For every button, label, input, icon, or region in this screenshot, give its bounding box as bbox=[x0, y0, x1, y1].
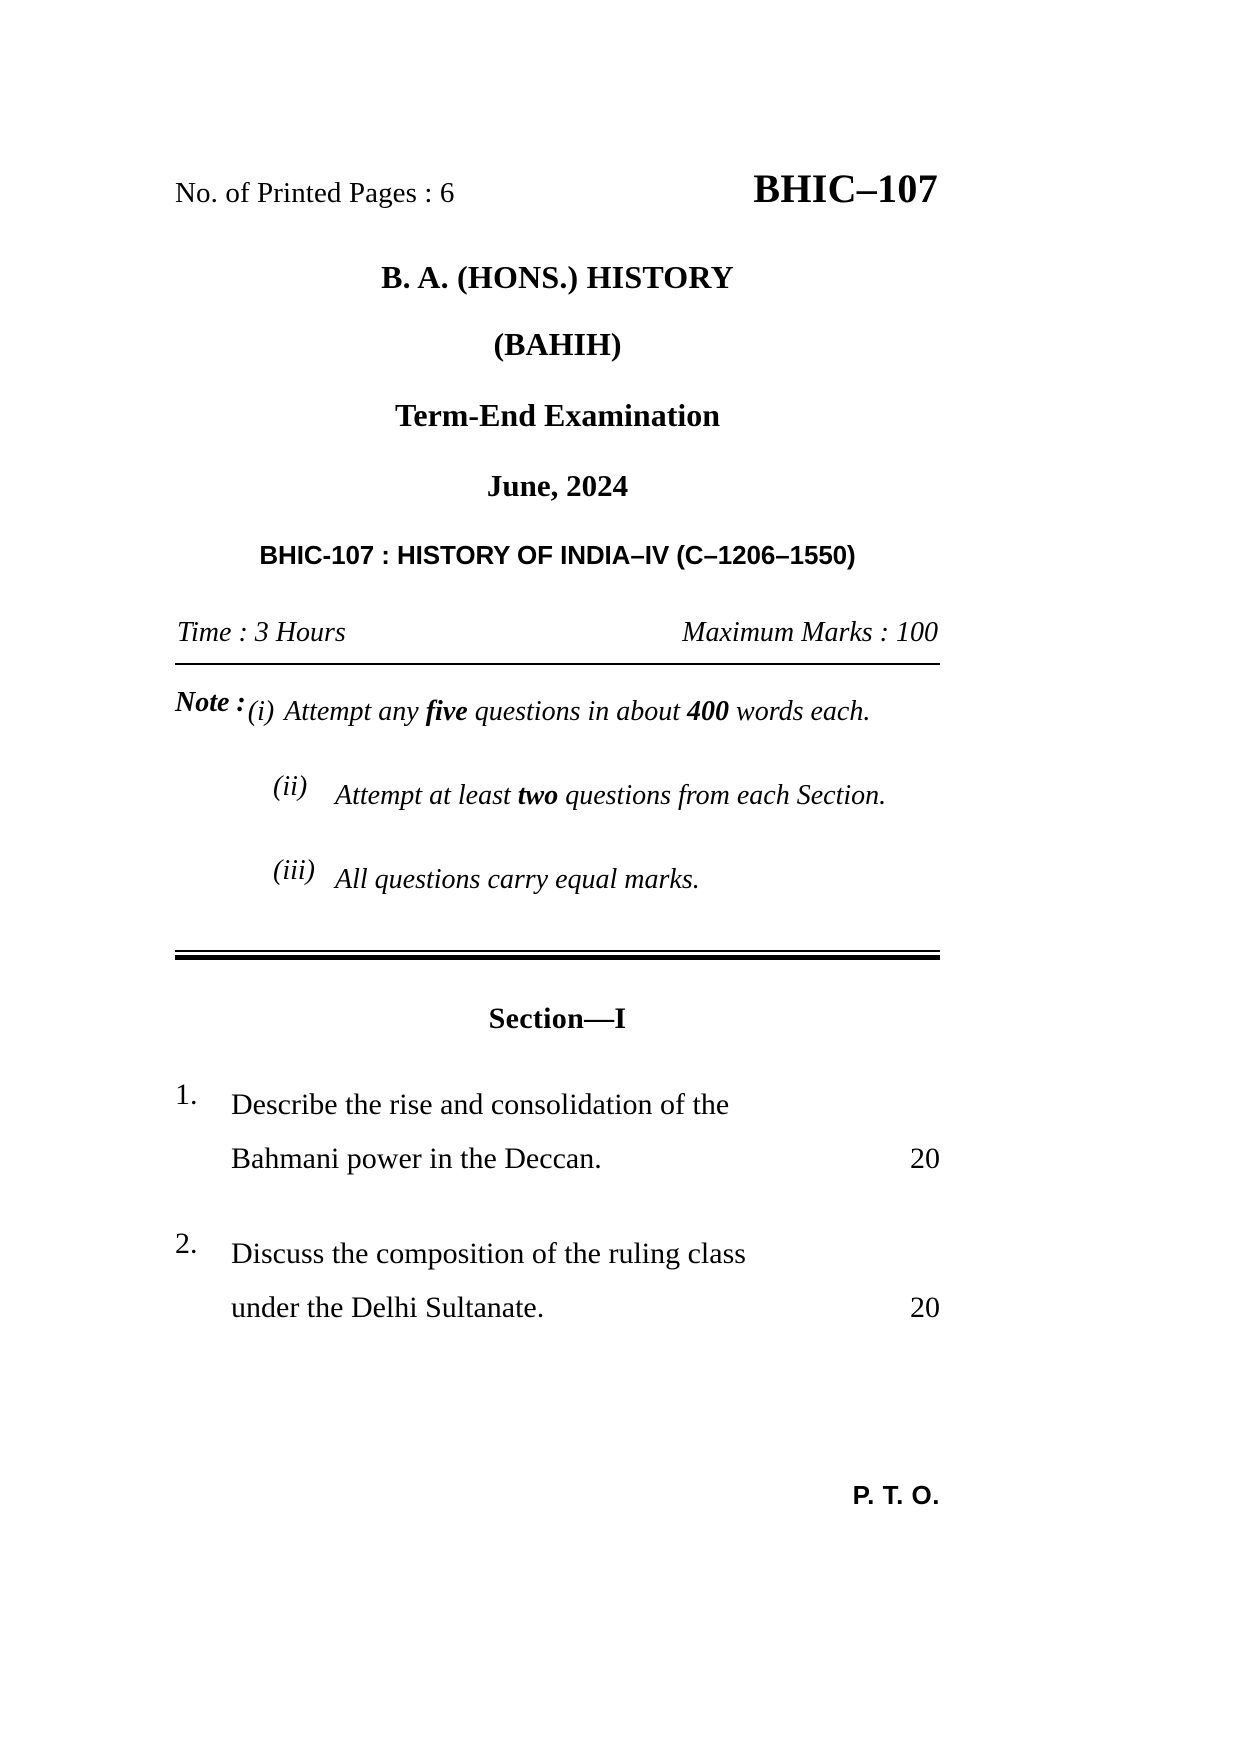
question-1-last-line bbox=[231, 1132, 940, 1185]
question-1-continuation: Bahmani power in the Deccan. bbox=[231, 1141, 602, 1175]
note-item-i-emphasis: five bbox=[425, 696, 468, 727]
question-1-text: Describe the rise and consolidation of the bbox=[231, 1088, 730, 1122]
question-2-body bbox=[231, 1227, 940, 1334]
question-1-body bbox=[231, 1078, 940, 1185]
note-item-i-pre: Attempt any bbox=[284, 696, 426, 727]
divider-rule-thick-line bbox=[175, 955, 940, 960]
question-2 bbox=[175, 1227, 940, 1334]
course-code: BHIC–107 bbox=[753, 166, 938, 211]
degree-title: B. A. (HONS.) HISTORY bbox=[381, 259, 734, 295]
divider-rule-thin-line bbox=[175, 950, 940, 952]
exam-info-row bbox=[175, 617, 940, 649]
note-item-i-number: (i) bbox=[247, 696, 275, 727]
note-item-i-text bbox=[248, 687, 940, 737]
note-item-ii-emphasis: two bbox=[517, 779, 559, 811]
note-item-i-post: words each. bbox=[729, 696, 871, 727]
exam-max-marks: Maximum Marks : 100 bbox=[682, 617, 938, 648]
note-item-ii-pre: Attempt at least bbox=[335, 779, 518, 811]
question-1-marks: 20 bbox=[910, 1141, 940, 1175]
programme-code: (BAHIH) bbox=[493, 326, 622, 362]
section-heading: Section—I bbox=[488, 1002, 627, 1036]
note-item-iii-text: All questions carry equal marks. bbox=[335, 863, 700, 895]
note-item-ii-number: (ii) bbox=[273, 770, 308, 802]
page-header bbox=[175, 165, 940, 211]
question-1 bbox=[175, 1078, 940, 1185]
page-content bbox=[175, 0, 940, 1334]
note-item-i-mid: questions in about bbox=[467, 696, 688, 727]
page-footer bbox=[175, 1480, 940, 1511]
exam-time: Time : 3 Hours bbox=[177, 617, 346, 648]
pto-label: P. T. O. bbox=[852, 1480, 940, 1510]
note-label: Note : bbox=[175, 687, 246, 718]
note-item-ii-mid: questions from each Section. bbox=[558, 779, 887, 811]
question-2-last-line bbox=[231, 1281, 940, 1334]
divider-rule-top bbox=[175, 663, 940, 665]
printed-pages-label: No. of Printed Pages : 6 bbox=[175, 177, 455, 209]
note-item-i-emphasis2: 400 bbox=[687, 696, 730, 727]
note-item-i-body bbox=[248, 687, 940, 737]
subject-title: BHIC-107 : HISTORY OF INDIA–IV (C–1206–1550) bbox=[259, 540, 856, 570]
question-1-number: 1. bbox=[175, 1078, 198, 1112]
question-2-text: Discuss the composition of the ruling class bbox=[231, 1237, 746, 1271]
question-2-continuation: under the Delhi Sultanate. bbox=[231, 1290, 545, 1324]
note-item-ii-text bbox=[335, 771, 940, 821]
note-item-iii-number: (iii) bbox=[273, 854, 315, 886]
note-item-ii bbox=[175, 771, 940, 821]
notes-block bbox=[175, 687, 940, 904]
divider-rule-double bbox=[175, 950, 940, 960]
note-item-iii bbox=[175, 855, 940, 905]
title-block bbox=[175, 259, 940, 571]
question-2-marks: 20 bbox=[910, 1290, 940, 1324]
question-2-number: 2. bbox=[175, 1227, 198, 1261]
examination-title: Term-End Examination bbox=[394, 397, 721, 433]
note-item-i bbox=[175, 687, 940, 737]
examination-date: June, 2024 bbox=[486, 468, 629, 503]
